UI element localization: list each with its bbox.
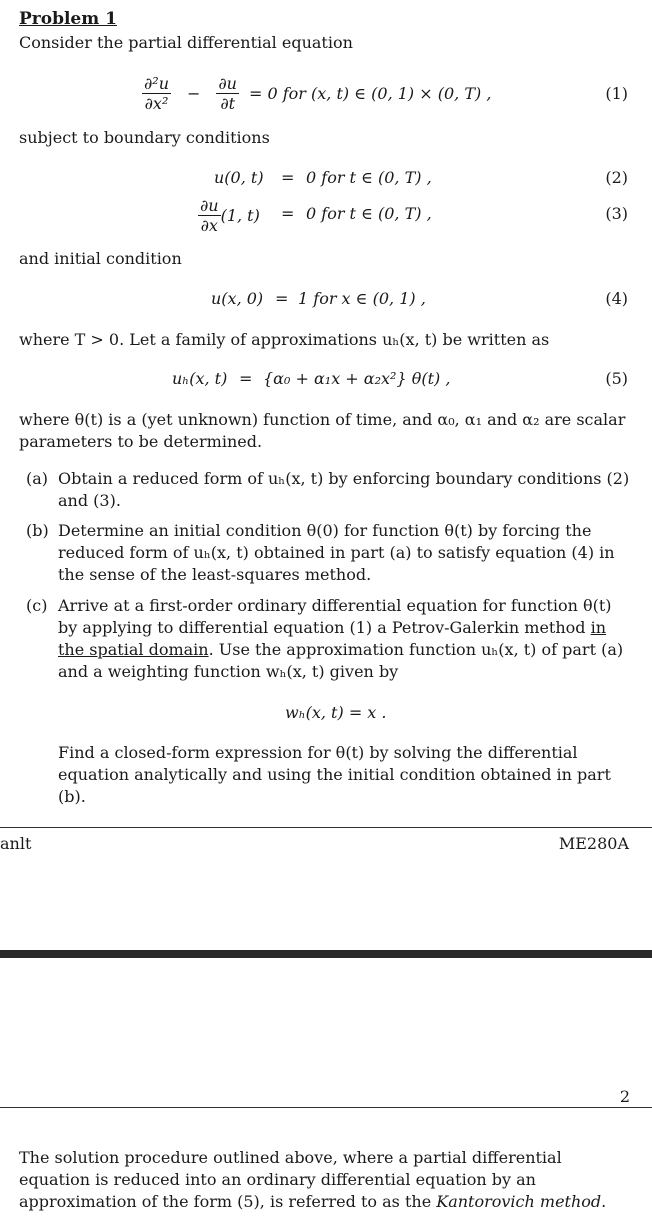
part-a-label: (a): [26, 469, 49, 488]
header-rule: [0, 1107, 652, 1108]
fraction-denominator: ∂x: [200, 215, 218, 235]
equation-5-rhs: {α₀ + α₁x + α₂x²} θ(t) ,: [263, 369, 451, 388]
equation-2-lhs: u(0, t): [214, 168, 264, 187]
equation-4-lhs: u(x, 0): [211, 289, 264, 308]
family-text: where T > 0. Let a family of approximations uₕ(x, t) be written as: [19, 330, 550, 349]
part-c-text-start: Arrive at a first-order ordinary differential equation for function θ(t) by applying to differential equation (1) a Petrov-Galerkin method: [58, 596, 612, 637]
second-derivative: [142, 74, 171, 113]
page-separator: [0, 950, 652, 958]
equals-sign: =: [281, 204, 295, 223]
minus-sign: −: [187, 83, 201, 103]
boundary-intro: subject to boundary conditions: [19, 128, 270, 147]
fraction-denominator: ∂t: [220, 93, 236, 113]
fraction-numerator: ∂²u: [144, 73, 169, 93]
equation-1: [142, 68, 491, 118]
part-a-text: Obtain a reduced form of uₕ(x, t) by enforcing boundary conditions (2) and (3).: [58, 469, 630, 510]
equation-number: (2): [605, 168, 628, 187]
equation-number: (3): [605, 204, 628, 223]
time-derivative: [216, 74, 239, 113]
part-b-text: Determine an initial condition θ(0) for function θ(t) by forcing the reduced form of uₕ(x, t) obtained in part (a) to satisfy equation (4) in the sense of the least-squares method.: [58, 521, 615, 584]
equation-3-rhs: 0 for t ∈ (0, T) ,: [306, 204, 432, 223]
equation-number: (5): [605, 369, 628, 388]
weighting-equation: wₕ(x, t) = x .: [285, 703, 387, 722]
equation-2-rhs: 0 for t ∈ (0, T) ,: [306, 168, 432, 187]
method-name: Kantorovich method: [436, 1192, 602, 1211]
intro-text: Consider the partial differential equation: [19, 33, 353, 52]
spatial-domain-emphasis: in the spatial domain: [58, 618, 607, 659]
fraction-numerator: ∂u: [218, 73, 237, 93]
footer-rule: [0, 827, 652, 828]
equation-number: (1): [605, 84, 628, 103]
footer-course: ME280A: [558, 834, 629, 853]
page2-text-end: .: [601, 1192, 607, 1211]
equation-number: (4): [605, 289, 628, 308]
equation-5-lhs: uₕ(x, t): [172, 369, 228, 388]
part-c-label: (c): [26, 596, 48, 615]
theta-description: where θ(t) is a (yet unknown) function of time, and α₀, α₁ and α₂ are scalar parameters to be determined.: [19, 410, 626, 451]
derivative-argument: (1, t): [220, 205, 260, 225]
part-c-text-end: . Use the approximation function uₕ(x, t) of part (a) and a weighting function wₕ(x, t) given by: [58, 640, 624, 681]
page-number: 2: [619, 1087, 630, 1106]
page2-paragraph: [19, 1147, 631, 1213]
equals-sign: =: [281, 168, 295, 187]
part-c-text: [58, 595, 630, 683]
problem-title: Problem 1: [19, 9, 117, 29]
fraction-numerator: ∂u: [200, 195, 219, 215]
spatial-derivative: [198, 196, 221, 235]
closing-text: Find a closed-form expression for θ(t) by solving the differential equation analytically and using the initial condition obtained in part (b).: [58, 743, 611, 806]
equation-3-lhs: [198, 192, 260, 238]
part-b-label: (b): [26, 521, 49, 540]
equation-4-rhs: 1 for x ∈ (0, 1) ,: [298, 289, 426, 308]
equation-rhs: = 0 for (x, t) ∈ (0, 1) × (0, T) ,: [248, 83, 492, 103]
equals-sign: =: [275, 289, 289, 308]
footer-left: anlt: [0, 834, 32, 853]
initial-condition-intro: and initial condition: [19, 249, 182, 268]
fraction-denominator: ∂x²: [144, 93, 169, 113]
equals-sign: =: [239, 369, 253, 388]
page2-text-start: The solution procedure outlined above, where a partial differential equation is reduced into an ordinary differential equation by an approximation of the form (5), is referred to as the: [19, 1148, 562, 1211]
